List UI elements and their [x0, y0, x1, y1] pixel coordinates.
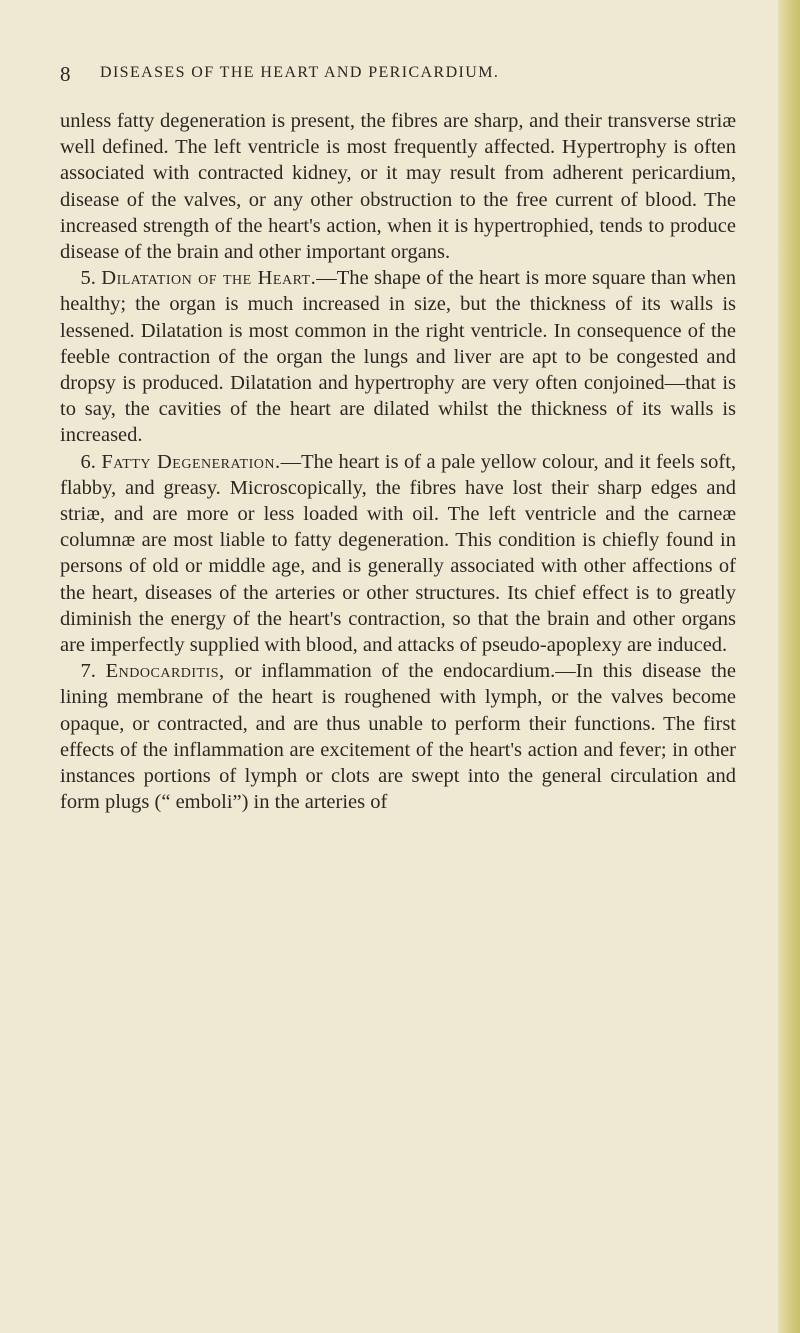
paragraph-dilatation — [60, 265, 736, 448]
page-edge — [778, 0, 800, 1333]
section-number: 5. — [80, 267, 96, 290]
page-header — [60, 62, 720, 86]
paragraph-hypertrophy-continued — [60, 108, 736, 265]
section-heading: Fatty Degeneration. — [101, 450, 281, 473]
page-number: 8 — [60, 62, 71, 86]
paragraph-text: —The heart is of a pale yellow colour, and it feels soft, flabby, and greasy. Microscopically, the fibres have lost their sharp edges and striæ, and are more or less loaded with oil. The left ventricle and the carneæ columnæ are most liable to fatty degeneration. This condition is chiefly found in persons of old or middle age, and is generally associated with other affections of the heart, diseases of the arteries or other structures. Its chief effect is to greatly diminish the energy of the heart's contraction, so that the brain and other organs are imperfectly supplied with blood, and attacks of pseudo-apoplexy are induced. — [60, 450, 737, 657]
section-heading: Dilatation of the Heart. — [101, 267, 317, 290]
paragraph-text: or inflammation of the endocardium.—In this disease the lining membrane of the heart is roughened with lymph, or the valves become opaque, or contracted, and are thus unable to perform their functions. The first effects of the inflammation are excitement of the heart's action and fever; in other instances portions of lymph or clots are swept into the general circulation and form plugs (“ emboli”) in the arteries of — [60, 660, 736, 814]
section-heading: Endocarditis, — [105, 660, 225, 683]
running-title: DISEASES OF THE HEART AND PERICARDIUM. — [100, 64, 500, 81]
paragraph-text: unless fatty degeneration is present, the fibres are sharp, and their transverse striæ well defined. The left ventricle is most frequently affected. Hypertrophy is often associated with contracted kidney, or it may result from adherent pericardium, disease of the valves, or any other obstruction to the free current of blood. The increased strength of the heart's action, when it is hypertrophied, tends to produce disease of the brain and other important organs. — [60, 110, 736, 264]
paragraph-endocarditis — [60, 658, 736, 815]
paragraph-fatty-degeneration — [60, 449, 736, 659]
section-number: 7. — [80, 660, 96, 683]
paragraph-text: —The shape of the heart is more square than when healthy; the organ is much increased in size, but the thickness of its walls is lessened. Dilatation is most common in the right ventricle. In consequence of the feeble contraction of the organ the lungs and liver are apt to be congested and dropsy is produced. Dilatation and hypertrophy are very often conjoined—that is to say, the cavities of the heart are dilated whilst the thickness of its walls is increased. — [60, 267, 736, 447]
section-number: 6. — [80, 450, 96, 473]
body-text — [60, 108, 736, 815]
